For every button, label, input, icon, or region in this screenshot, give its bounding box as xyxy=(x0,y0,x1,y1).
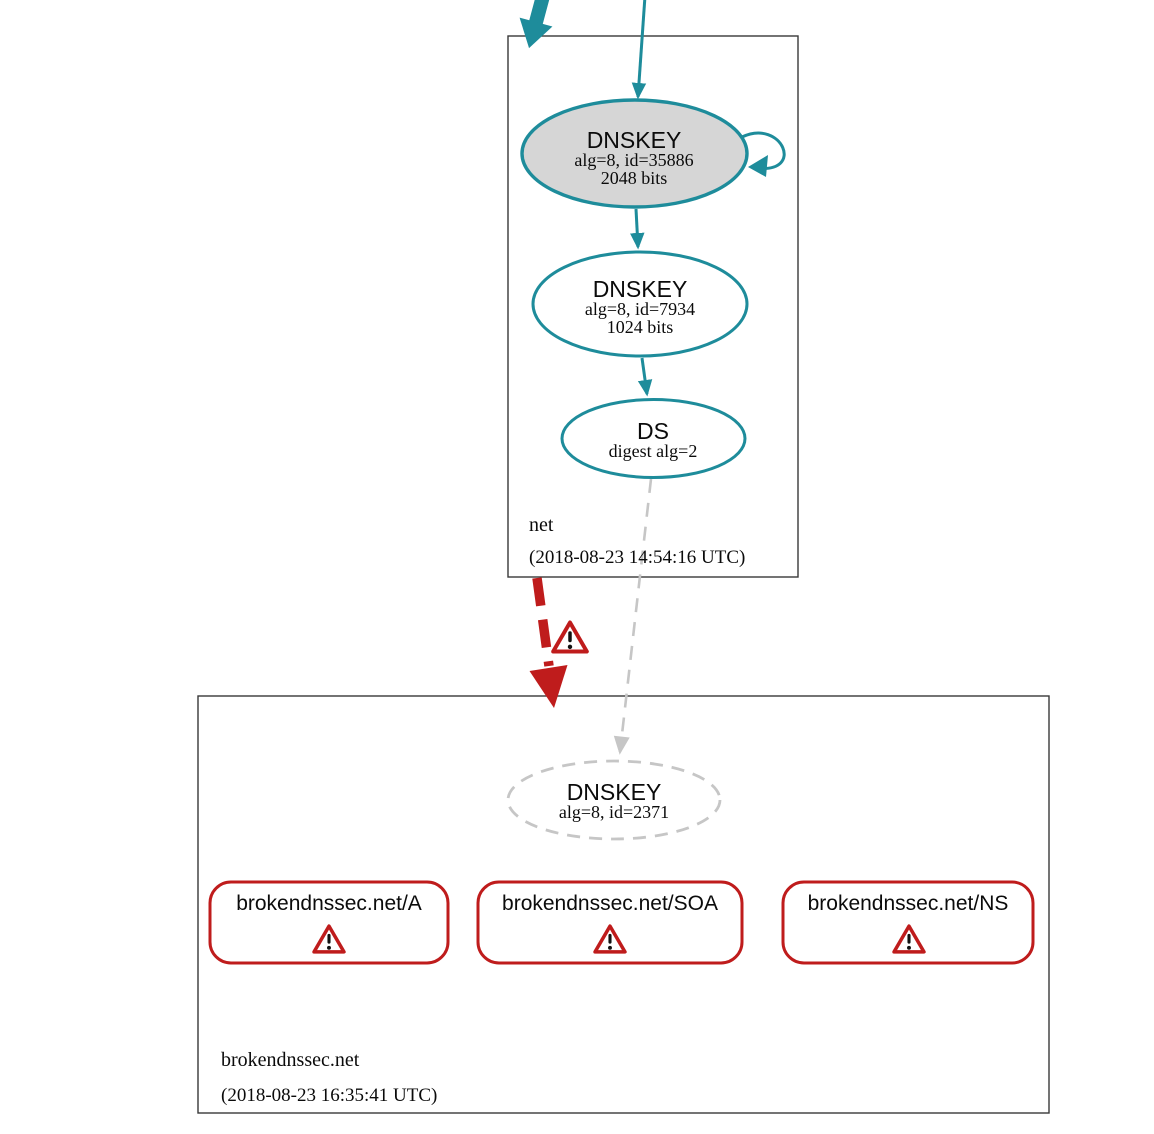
node-broken-dnskey[interactable] xyxy=(508,761,720,839)
node-params: digest alg=2 xyxy=(608,441,698,461)
node-size: 2048 bits xyxy=(600,167,668,188)
node-type: DNSKEY xyxy=(592,276,688,302)
node-size: 1024 bits xyxy=(606,316,674,337)
edge-bogus-delegation xyxy=(537,578,549,666)
edge-ksk-to-zsk xyxy=(636,209,638,247)
node-type: DS xyxy=(637,418,669,444)
node-rrset-soa-label: brokendnssec.net/SOA xyxy=(502,892,718,915)
brokendnssec-zone-timestamp: (2018-08-23 16:35:41 UTC) xyxy=(221,1085,438,1106)
node-net-ds[interactable] xyxy=(562,400,745,478)
node-rrset-a-label: brokendnssec.net/A xyxy=(236,892,422,915)
node-params: alg=8, id=2371 xyxy=(558,802,670,822)
node-type: DNSKEY xyxy=(566,779,662,805)
node-net-ksk[interactable] xyxy=(522,100,747,207)
net-zone-name: net xyxy=(529,514,554,536)
node-rrset-ns-label: brokendnssec.net/NS xyxy=(807,892,1009,915)
node-net-zsk[interactable] xyxy=(533,252,747,356)
net-zone-timestamp: (2018-08-23 14:54:16 UTC) xyxy=(529,547,746,568)
brokendnssec-zone-name: brokendnssec.net xyxy=(221,1049,360,1071)
node-type: DNSKEY xyxy=(586,127,682,153)
node-params: alg=8, id=35886 xyxy=(574,150,694,170)
node-params: alg=8, id=7934 xyxy=(584,299,696,319)
warning-icon[interactable] xyxy=(553,622,587,651)
